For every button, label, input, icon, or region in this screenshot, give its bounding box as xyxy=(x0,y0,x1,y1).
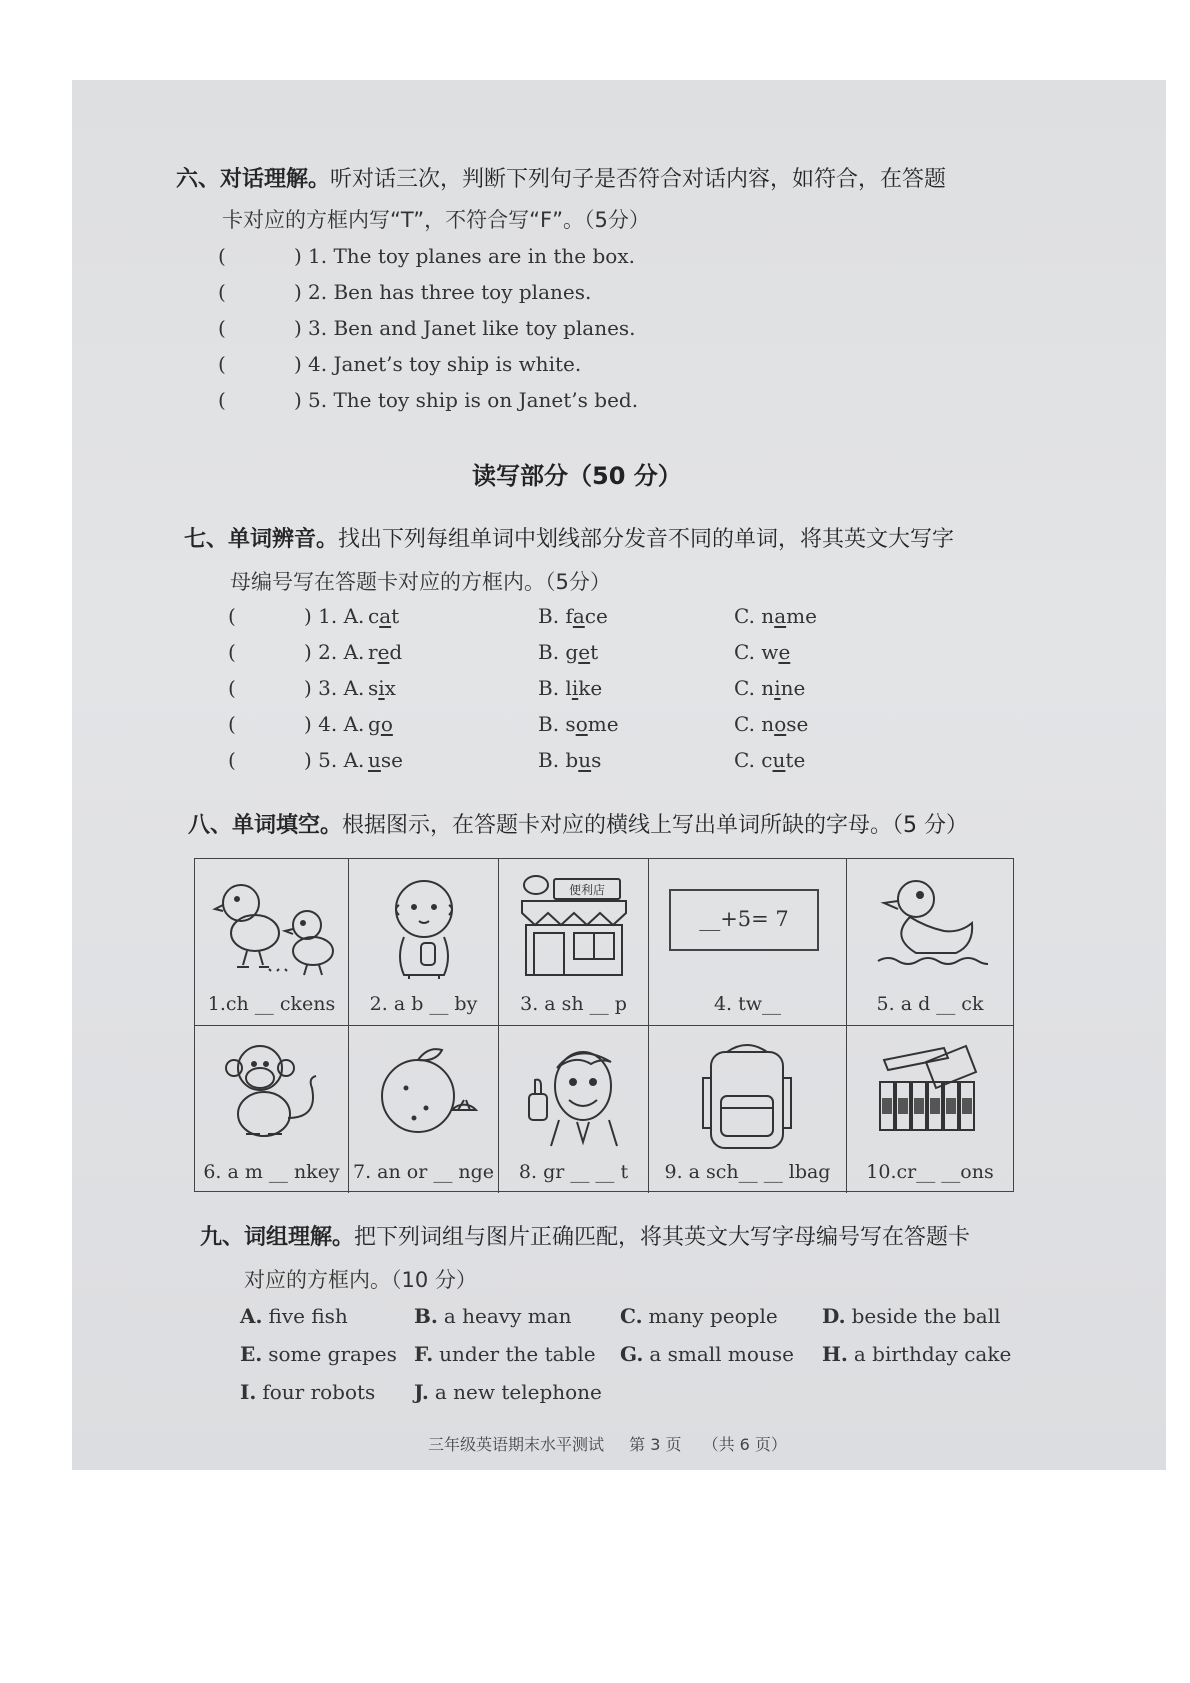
section9-instruction-line2: 对应的方框内。（10 分） xyxy=(244,1268,477,1292)
answer-paren-open: ( xyxy=(228,640,236,664)
question-number: ) 3. A. xyxy=(304,676,365,700)
word-part: x xyxy=(384,676,396,700)
word-part: C. w xyxy=(734,640,779,664)
grid-cell-6 xyxy=(195,1026,349,1193)
option-b-word xyxy=(538,748,601,772)
question-number: ) 5. A. xyxy=(304,748,365,772)
option-a-word xyxy=(368,748,403,772)
section8-heading: 八、单词填空。 xyxy=(188,813,343,838)
word-label-2: 2. a b __ by xyxy=(369,993,478,1015)
underlined-letters: o xyxy=(774,712,787,736)
answer-paren-open: ( xyxy=(218,352,226,376)
word-label-7: 7. an or __ nge xyxy=(352,1161,494,1183)
option-b-word xyxy=(538,676,602,700)
answer-paren-open: ( xyxy=(218,244,226,268)
grid-cell-4 xyxy=(649,859,847,1026)
underlined-letters: e xyxy=(578,640,591,664)
word-part: C. n xyxy=(734,676,775,700)
statement-text: 4. Janet’s toy ship is white. xyxy=(308,352,582,376)
duck-picture xyxy=(872,871,988,979)
option-text: five fish xyxy=(268,1304,348,1328)
option-b-word xyxy=(538,604,608,628)
section7-heading: 七、单词辨音。 xyxy=(184,527,339,552)
answer-paren-close: ) xyxy=(294,280,302,304)
statement-text: 2. Ben has three toy planes. xyxy=(308,280,592,304)
word-label-3: 3. a sh __ p xyxy=(520,993,627,1015)
word-part: t xyxy=(590,640,599,664)
word-part: C. n xyxy=(734,712,775,736)
section8-instruction xyxy=(188,808,968,839)
section7-instruction-line1: 找出下列每组单词中划线部分发音不同的单词，将其英文大写字 xyxy=(338,527,955,552)
answer-paren-close: ) xyxy=(294,388,302,412)
word-part: te xyxy=(785,748,806,772)
underlined-letters: o xyxy=(380,712,393,736)
phrase-option xyxy=(414,1380,602,1404)
word-part: s xyxy=(368,676,379,700)
word-part: B. b xyxy=(538,748,579,772)
grid-cell-7 xyxy=(349,1026,499,1193)
section6-instruction-line2: 卡对应的方框内写“T”，不符合写“F”。（5分） xyxy=(222,208,650,232)
grid-cell-2 xyxy=(349,859,499,1026)
equation-box xyxy=(669,889,819,951)
answer-paren-close: ) xyxy=(294,352,302,376)
word-label-5: 5. a d __ ck xyxy=(876,993,984,1015)
word-label-4: 4. tw__ xyxy=(713,993,782,1015)
word-part: d xyxy=(389,640,403,664)
underlined-letters: i xyxy=(378,676,385,700)
underlined-letters: o xyxy=(575,712,588,736)
statement-text: 3. Ben and Janet like toy planes. xyxy=(308,316,636,340)
option-a-word xyxy=(368,604,399,628)
chicken-picture xyxy=(207,871,337,979)
section7-instruction xyxy=(184,522,954,553)
grid-cell-1 xyxy=(195,859,349,1026)
underlined-letters: i xyxy=(571,676,579,700)
shop-picture xyxy=(514,871,634,979)
statement-text: 5. The toy ship is on Janet’s bed. xyxy=(308,388,639,412)
word-part: C. c xyxy=(734,748,773,772)
phrase-option xyxy=(414,1304,572,1328)
option-letter: B. xyxy=(414,1304,438,1328)
option-c-word xyxy=(734,676,805,700)
grid-cell-5 xyxy=(847,859,1013,1026)
word-label-10: 10.cr__ __ons xyxy=(866,1161,994,1183)
word-part: s xyxy=(591,748,602,772)
option-letter: J. xyxy=(414,1380,429,1404)
word-label-1: 1.ch __ ckens xyxy=(207,993,336,1015)
underlined-letters: i xyxy=(774,676,781,700)
underlined-letters: e xyxy=(778,640,791,664)
section6-instruction xyxy=(176,162,946,193)
option-a-word xyxy=(368,712,393,736)
section9-instruction-line1: 把下列词组与图片正确匹配，将其英文大写字母编号写在答题卡 xyxy=(354,1225,971,1250)
phrase-option xyxy=(414,1342,596,1366)
section9-heading: 九、词组理解。 xyxy=(200,1225,355,1250)
answer-paren-open: ( xyxy=(228,604,236,628)
word-label-8: 8. gr __ __ t xyxy=(518,1161,629,1183)
option-a-word xyxy=(368,676,396,700)
word-part: g xyxy=(368,712,381,736)
grid-cell-8 xyxy=(499,1026,649,1193)
underlined-letters: u xyxy=(578,748,592,772)
equation-text: __+5= 7 xyxy=(699,907,789,931)
word-part: ne xyxy=(780,676,806,700)
footer-page-number: 第 3 页 xyxy=(629,1435,682,1454)
question-number: ) 4. A. xyxy=(304,712,365,736)
word-part: me xyxy=(587,712,619,736)
question-number: ) 1. A. xyxy=(304,604,365,628)
option-text: a birthday cake xyxy=(853,1342,1012,1366)
answer-paren-open: ( xyxy=(218,388,226,412)
phrase-option xyxy=(822,1304,1001,1328)
option-letter: G. xyxy=(620,1342,644,1366)
phrase-option xyxy=(240,1342,397,1366)
option-letter: F. xyxy=(414,1342,434,1366)
phrase-option xyxy=(822,1342,1011,1366)
option-b-word xyxy=(538,640,598,664)
word-label-6: 6. a m __ nkey xyxy=(203,1161,340,1183)
word-part: ce xyxy=(584,604,608,628)
underlined-letters: a xyxy=(774,604,787,628)
option-letter: E. xyxy=(240,1342,263,1366)
word-part: ke xyxy=(578,676,603,700)
question-number: ) 2. A. xyxy=(304,640,365,664)
schoolbag-picture xyxy=(693,1038,803,1154)
crayons-picture xyxy=(870,1038,990,1146)
word-part: me xyxy=(786,604,817,628)
option-letter: H. xyxy=(822,1342,848,1366)
section7-instruction-line2: 母编号写在答题卡对应的方框内。（5分） xyxy=(230,570,611,594)
baby-picture xyxy=(369,871,479,981)
option-c-word xyxy=(734,712,808,736)
answer-paren-close: ) xyxy=(294,244,302,268)
answer-paren-open: ( xyxy=(228,712,236,736)
grid-cell-9 xyxy=(649,1026,847,1193)
underlined-letters: a xyxy=(379,604,392,628)
section8-instruction-text: 根据图示，在答题卡对应的横线上写出单词所缺的字母。（5 分） xyxy=(342,813,969,838)
option-text: many people xyxy=(648,1304,778,1328)
orange-picture xyxy=(366,1038,482,1146)
exam-page xyxy=(72,80,1166,1470)
option-text: a heavy man xyxy=(443,1304,572,1328)
option-c-word xyxy=(734,748,805,772)
word-part: B. l xyxy=(538,676,572,700)
option-a-word xyxy=(368,640,402,664)
underlined-letters: e xyxy=(377,640,390,664)
word-part: C. n xyxy=(734,604,775,628)
phrase-option xyxy=(620,1304,778,1328)
option-c-word xyxy=(734,604,817,628)
word-part: r xyxy=(368,640,378,664)
option-text: some grapes xyxy=(268,1342,397,1366)
option-text: a small mouse xyxy=(649,1342,794,1366)
answer-paren-open: ( xyxy=(228,676,236,700)
word-part: se xyxy=(380,748,403,772)
picture-grid xyxy=(194,858,1014,1192)
section6-instruction-line1: 听对话三次，判断下列句子是否符合对话内容，如符合，在答题 xyxy=(330,167,947,192)
option-letter: A. xyxy=(240,1304,263,1328)
section6-heading: 六、对话理解。 xyxy=(176,167,331,192)
phrase-option xyxy=(240,1380,375,1404)
option-text: a new telephone xyxy=(434,1380,602,1404)
underlined-letters: u xyxy=(772,748,786,772)
phrase-option xyxy=(620,1342,794,1366)
word-part: se xyxy=(786,712,809,736)
answer-paren-open: ( xyxy=(218,316,226,340)
answer-paren-open: ( xyxy=(228,748,236,772)
option-text: beside the ball xyxy=(851,1304,1001,1328)
footer-test-name: 三年级英语期末水平测试 xyxy=(428,1435,605,1454)
option-letter: I. xyxy=(240,1380,257,1404)
part-title: 读写部分（50 分） xyxy=(472,462,682,490)
option-text: four robots xyxy=(262,1380,376,1404)
answer-paren-open: ( xyxy=(218,280,226,304)
word-part: t xyxy=(391,604,400,628)
option-letter: D. xyxy=(822,1304,846,1328)
option-b-word xyxy=(538,712,619,736)
footer-total-pages: （共 6 页） xyxy=(702,1435,787,1454)
grid-cell-3 xyxy=(499,859,649,1026)
word-part: B. g xyxy=(538,640,579,664)
option-letter: C. xyxy=(620,1304,643,1328)
answer-paren-close: ) xyxy=(294,316,302,340)
word-part: c xyxy=(368,604,380,628)
phrase-option xyxy=(240,1304,348,1328)
shop-sign-text: 便利店 xyxy=(568,883,605,897)
option-c-word xyxy=(734,640,790,664)
great-picture xyxy=(519,1038,629,1148)
word-label-9: 9. a sch__ __ lbag xyxy=(664,1161,831,1183)
option-text: under the table xyxy=(439,1342,596,1366)
grid-cell-10 xyxy=(847,1026,1013,1193)
page-footer xyxy=(428,1432,787,1455)
statement-text: 1. The toy planes are in the box. xyxy=(308,244,635,268)
word-part: B. f xyxy=(538,604,573,628)
underlined-letters: a xyxy=(572,604,585,628)
underlined-letters: u xyxy=(368,748,381,772)
monkey-picture xyxy=(212,1038,332,1146)
word-part: B. s xyxy=(538,712,576,736)
section9-instruction xyxy=(200,1220,970,1251)
